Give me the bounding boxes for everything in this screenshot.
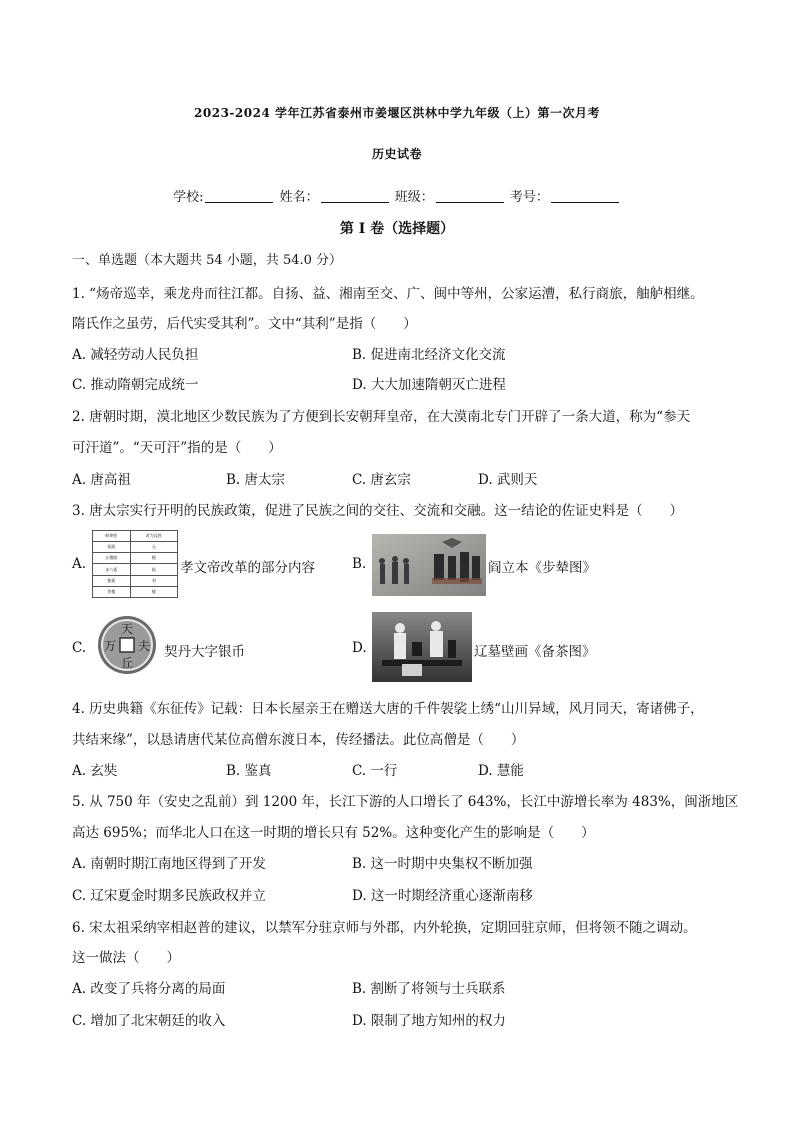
table-cell: 楼 (130, 586, 178, 597)
q5-stem-line2: 高达 695%；而华北人口在这一时期的增长只有 52%。这种变化产生的影响是（ ） (72, 825, 595, 841)
q1-stem-line2: 隋氏作之虽劳，后代实受其利”。文中“其利”是指（ ） (72, 316, 417, 332)
khitan-coin-image (92, 614, 162, 676)
q3-option-b-letter[interactable]: B. (352, 556, 367, 572)
student-info-row (0, 186, 794, 205)
q4-stem-line2: 共结来缘”，以恳请唐代某位高僧东渡日本，传经播法。此位高僧是（ ） (72, 732, 525, 748)
bunian-painting (372, 534, 486, 596)
coin-char-right: 夫 (137, 639, 151, 653)
table-cell: 拓跋 (93, 542, 131, 553)
q4-stem-line1: 4. 历史典籍《东征传》记载：日本长屋亲王在赠送大唐的千件袈裟上绣“山川异域，风月同天，寄诸佛子， (72, 701, 704, 717)
school-label: 学校: (173, 190, 204, 205)
table-cell: 丘穆陵 (93, 553, 131, 564)
q6-option-b[interactable]: B. 割断了将领与士兵联系 (352, 981, 506, 997)
table-cell: 刘 (130, 575, 178, 586)
q1-option-b[interactable]: B. 促进南北经济文化交流 (352, 347, 506, 363)
q3-option-d-caption: 辽墓壁画《备茶图》 (474, 644, 596, 660)
q1-option-d[interactable]: D. 大大加速隋朝灭亡进程 (352, 377, 506, 393)
q5-stem-line1: 5. 从 750 年（安史之乱前）到 1200 年，长江下游的人口增长了 643%，长江中游增长率为 483%，闽浙地区 (72, 794, 739, 810)
q1-stem-line1: 1. “炀帝巡幸，乘龙舟而往江都。自扬、益、湘南至交、广、闽中等州，公家运漕，私行商旅，舳舻相继。 (72, 286, 704, 302)
coin-char-left: 万 (103, 639, 117, 653)
volume-heading: 第 I 卷（选择题） (339, 221, 455, 237)
name-label: 姓名： (279, 190, 319, 205)
table-cell: 独孤 (93, 575, 131, 586)
q5-option-b[interactable]: B. 这一时期中央集权不断加强 (352, 856, 533, 872)
exam-title-line2: 历史试卷 (371, 147, 422, 161)
q2-option-b[interactable]: B. 唐太宗 (226, 472, 286, 488)
class-blank[interactable] (436, 190, 504, 203)
school-blank[interactable] (205, 190, 273, 203)
q3-option-a-letter[interactable]: A. (72, 556, 87, 572)
q2-stem-line2: 可汗道”。“天可汗”指的是（ ） (72, 440, 282, 456)
q1-option-a[interactable]: A. 减轻劳动人民负担 (72, 347, 199, 363)
section-heading: 一、单选题（本大题共 54 小题，共 54.0 分） (72, 253, 343, 268)
q1-option-c[interactable]: C. 推动隋朝完成统一 (72, 377, 199, 393)
table-header-2: 改为汉姓 (130, 531, 178, 542)
q3-option-d-letter[interactable]: D. (352, 640, 367, 656)
q6-option-a[interactable]: A. 改变了兵将分离的局面 (72, 981, 226, 997)
khitan-coin (92, 614, 162, 676)
exam-title-line1: 2023-2024 学年江苏省泰州市姜堰区洪林中学九年级（上）第一次月考 (194, 106, 600, 120)
q5-option-d[interactable]: D. 这一时期经济重心逐渐南移 (352, 888, 533, 904)
q2-option-c[interactable]: C. 唐玄宗 (352, 472, 411, 488)
tea-mural (372, 612, 472, 682)
table-cell: 陆 (130, 564, 178, 575)
q3-stem-line1: 3. 唐太宗实行开明的民族政策，促进了民族之间的交往、交流和交融。这一结论的佐证史料是（ ） (72, 503, 684, 519)
q4-option-c[interactable]: C. 一行 (352, 763, 398, 779)
q3-option-c-caption: 契丹大字银币 (164, 644, 245, 660)
table-header-1: 鲜卑姓 (93, 531, 131, 542)
table-cell: 步六孤 (93, 564, 131, 575)
table-cell: 贺楼 (93, 586, 131, 597)
q6-stem-line1: 6. 宋太祖采纳宰相赵普的建议，以禁军分驻京师与外郡，内外轮换，定期回驻京师，但将领不随之调动。 (72, 920, 697, 936)
q2-stem-line1: 2. 唐朝时期，漠北地区少数民族为了方便到长安朝拜皇帝，在大漠南北专门开辟了一条大道，称为“参天 (72, 409, 691, 425)
exam-no-blank[interactable] (551, 190, 619, 203)
q6-option-d[interactable]: D. 限制了地方知州的权力 (352, 1013, 506, 1029)
surname-table-image (92, 530, 178, 598)
table-cell: 穆 (130, 553, 178, 564)
q6-stem-line2: 这一做法（ ） (72, 950, 180, 966)
bunian-painting-image (372, 534, 486, 596)
q4-option-b[interactable]: B. 鉴真 (226, 763, 272, 779)
table-cell: 元 (130, 542, 178, 553)
q3-option-a-caption: 孝文帝改革的部分内容 (180, 560, 315, 576)
q3-option-b-caption: 阎立本《步辇图》 (488, 560, 596, 576)
coin-char-bottom: 丘 (120, 656, 134, 670)
q5-option-a[interactable]: A. 南朝时期江南地区得到了开发 (72, 856, 266, 872)
q5-option-c[interactable]: C. 辽宋夏金时期多民族政权并立 (72, 888, 266, 904)
q4-option-d[interactable]: D. 慧能 (478, 763, 524, 779)
q2-option-d[interactable]: D. 武则天 (478, 472, 538, 488)
class-label: 班级： (394, 190, 434, 205)
coin-char-top: 天 (120, 622, 134, 636)
q3-option-c-letter[interactable]: C. (72, 640, 87, 656)
q2-option-a[interactable]: A. 唐高祖 (72, 472, 131, 488)
surname-table (92, 530, 178, 598)
exam-no-label: 考号： (509, 190, 549, 205)
q4-option-a[interactable]: A. 玄奘 (72, 763, 118, 779)
name-blank[interactable] (321, 190, 389, 203)
q6-option-c[interactable]: C. 增加了北宋朝廷的收入 (72, 1013, 226, 1029)
tea-mural-image (372, 612, 472, 682)
